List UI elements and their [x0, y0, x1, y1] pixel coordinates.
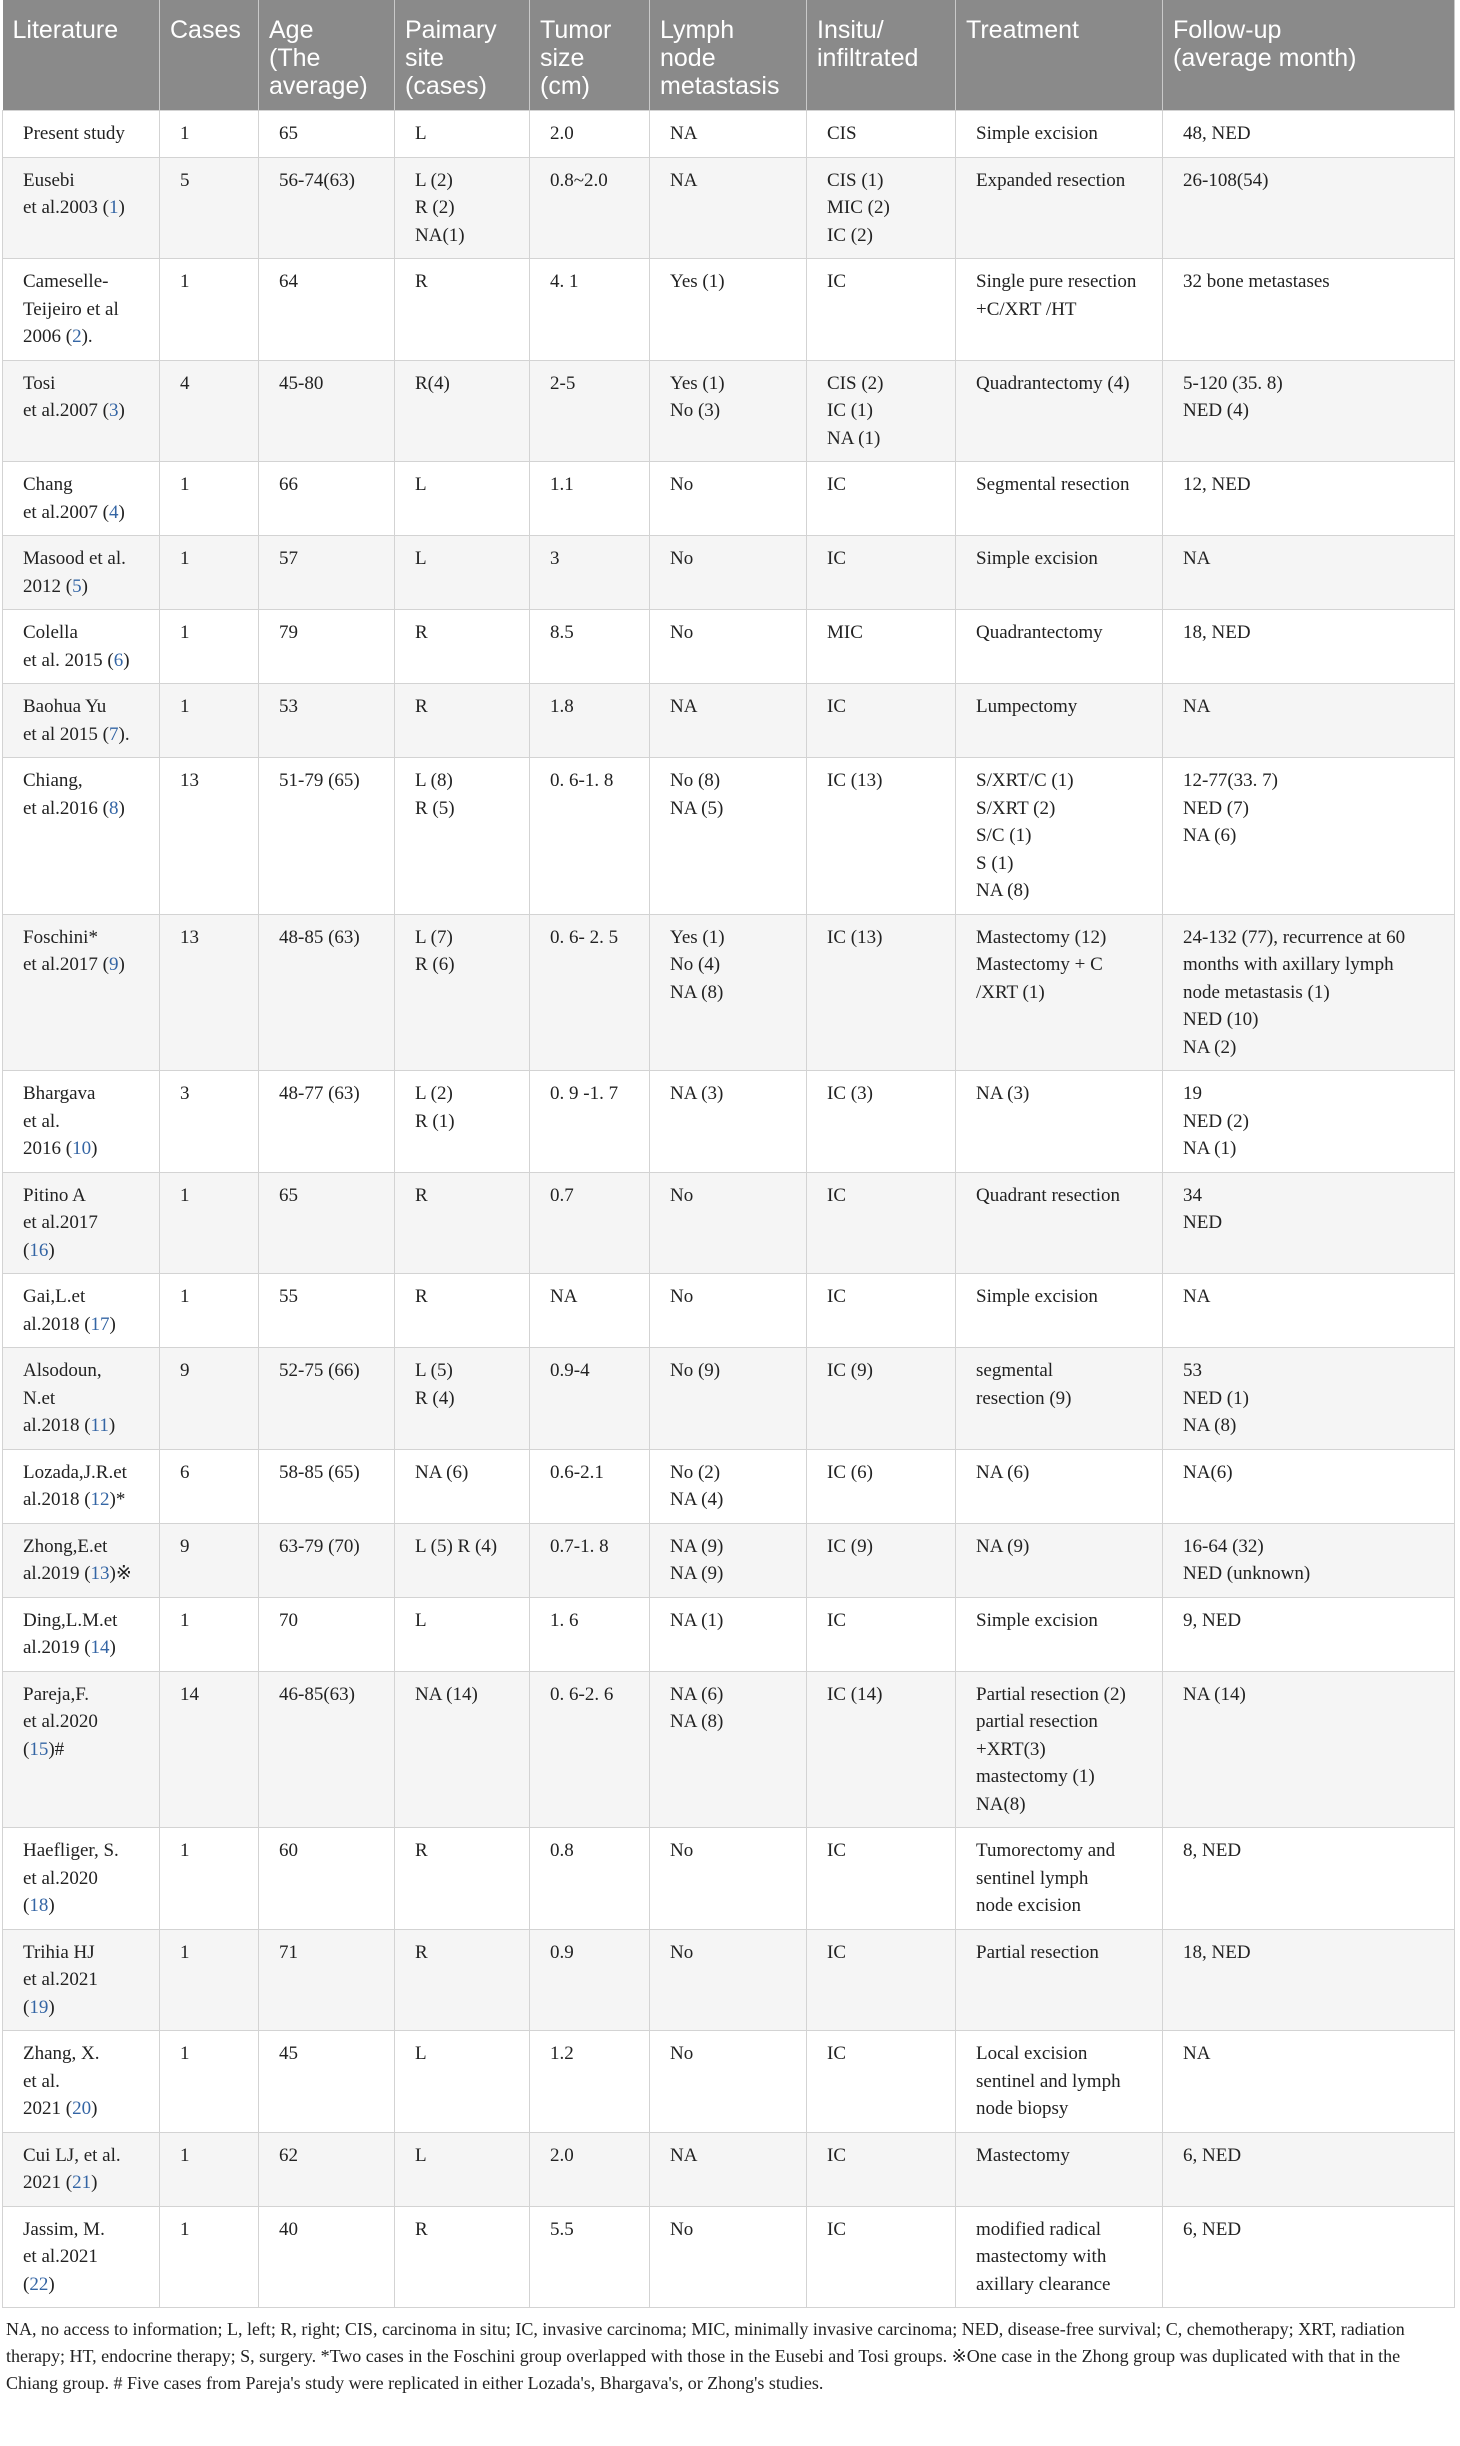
treatment-cell: Lumpectomy: [956, 684, 1163, 758]
insitu-cell: IC (6): [807, 1449, 956, 1523]
cases-cell: 1: [160, 1172, 259, 1274]
insitu-cell: IC: [807, 1274, 956, 1348]
lymph-cell: No: [650, 610, 807, 684]
age-cell: 45: [259, 2031, 395, 2133]
reference-link[interactable]: 3: [109, 400, 119, 421]
tumor-size-cell: NA: [530, 1274, 650, 1348]
reference-link[interactable]: 2: [72, 326, 82, 347]
insitu-cell: IC: [807, 536, 956, 610]
follow-up-cell: 6, NED: [1163, 2132, 1455, 2206]
table-row: [3, 2031, 1455, 2133]
follow-up-cell: NA(6): [1163, 1449, 1455, 1523]
column-header-cases: Cases: [160, 0, 259, 111]
tumor-size-cell: 0. 6-1. 8: [530, 758, 650, 915]
age-cell: 65: [259, 111, 395, 158]
cases-cell: 1: [160, 1274, 259, 1348]
tumor-size-cell: 0.8~2.0: [530, 157, 650, 259]
age-cell: 60: [259, 1828, 395, 1930]
follow-up-cell: NA: [1163, 536, 1455, 610]
literature-line: et al.2007 (3): [23, 400, 125, 421]
reference-link[interactable]: 7: [109, 723, 119, 745]
table-row: [3, 1929, 1455, 2031]
reference-link[interactable]: 19: [29, 1996, 49, 2018]
column-header-insitu: Insitu/ infiltrated: [807, 0, 956, 111]
lymph-cell: NA (6) NA (8): [650, 1671, 807, 1828]
column-header-site: Paimary site (cases): [395, 0, 530, 111]
treatment-cell: Partial resection (2) partial resection +XRT(3) mastectomy (1) NA(8): [956, 1671, 1163, 1828]
treatment-cell: Mastectomy: [956, 2132, 1163, 2206]
lymph-cell: NA (1): [650, 1597, 807, 1671]
lymph-cell: No: [650, 1929, 807, 2031]
tumor-size-cell: 0.8: [530, 1828, 650, 1930]
literature-cell: Baohua Yu et al 2015 (7).: [3, 684, 160, 758]
reference-link[interactable]: 6: [113, 649, 124, 671]
age-cell: 65: [259, 1172, 395, 1274]
cases-cell: 1: [160, 684, 259, 758]
column-header-lymph-node: Lymph node metastasis: [650, 0, 807, 111]
table-header-row: [3, 0, 1455, 111]
age-cell: 57: [259, 536, 395, 610]
table-row: [3, 1348, 1455, 1450]
treatment-cell: Quadrantectomy (4): [956, 360, 1163, 462]
tumor-size-cell: 2.0: [530, 111, 650, 158]
column-header-literature: Literature: [3, 0, 160, 111]
follow-up-cell: 12, NED: [1163, 462, 1455, 536]
age-cell: 45-80: [259, 360, 395, 462]
reference-link[interactable]: 20: [72, 2098, 92, 2119]
site-cell: L (7) R (6): [395, 914, 530, 1071]
literature-line: 2021 (21): [23, 2172, 98, 2193]
table-row: [3, 1597, 1455, 1671]
table-row: [3, 157, 1455, 259]
insitu-cell: CIS (1) MIC (2) IC (2): [807, 157, 956, 259]
follow-up-cell: 8, NED: [1163, 1828, 1455, 1930]
literature-cell: Cui LJ, et al. 2021 (21): [3, 2132, 160, 2206]
literature-line: (19): [23, 1996, 55, 2018]
age-cell: 46-85(63): [259, 1671, 395, 1828]
insitu-cell: CIS: [807, 111, 956, 158]
table-body: [3, 111, 1455, 2308]
site-cell: L: [395, 536, 530, 610]
age-cell: 71: [259, 1929, 395, 2031]
literature-line: et al 2015 (7).: [23, 723, 130, 745]
cases-cell: 1: [160, 111, 259, 158]
site-cell: L (5) R (4): [395, 1523, 530, 1597]
literature-line: 2016 (10): [23, 1138, 98, 1159]
age-cell: 66: [259, 462, 395, 536]
reference-link[interactable]: 18: [29, 1895, 49, 1916]
tumor-size-cell: 0. 9 -1. 7: [530, 1071, 650, 1173]
treatment-cell: segmental resection (9): [956, 1348, 1163, 1450]
insitu-cell: IC: [807, 2031, 956, 2133]
table-row: [3, 1828, 1455, 1930]
cases-cell: 14: [160, 1671, 259, 1828]
reference-link[interactable]: 15: [29, 1738, 49, 1760]
lymph-cell: NA: [650, 157, 807, 259]
reference-link[interactable]: 12: [90, 1489, 110, 1510]
insitu-cell: IC (9): [807, 1523, 956, 1597]
age-cell: 55: [259, 1274, 395, 1348]
site-cell: L: [395, 111, 530, 158]
insitu-cell: CIS (2) IC (1) NA (1): [807, 360, 956, 462]
lymph-cell: NA: [650, 2132, 807, 2206]
follow-up-cell: 26-108(54): [1163, 157, 1455, 259]
insitu-cell: MIC: [807, 610, 956, 684]
site-cell: R: [395, 610, 530, 684]
age-cell: 48-77 (63): [259, 1071, 395, 1173]
treatment-cell: Tumorectomy and sentinel lymph node excision: [956, 1828, 1163, 1930]
treatment-cell: Mastectomy (12) Mastectomy + C /XRT (1): [956, 914, 1163, 1071]
site-cell: L: [395, 1597, 530, 1671]
site-cell: R: [395, 1172, 530, 1274]
literature-line: al.2018 (11): [23, 1415, 116, 1436]
treatment-cell: Segmental resection: [956, 462, 1163, 536]
table-row: [3, 758, 1455, 915]
table-row: [3, 1172, 1455, 1274]
literature-cell: Colella et al. 2015 (6): [3, 610, 160, 684]
site-cell: L (8) R (5): [395, 758, 530, 915]
reference-link[interactable]: 16: [29, 1239, 49, 1261]
table-row: [3, 1449, 1455, 1523]
literature-cell: Zhang, X. et al. 2021 (20): [3, 2031, 160, 2133]
site-cell: NA (14): [395, 1671, 530, 1828]
cases-cell: 1: [160, 536, 259, 610]
insitu-cell: IC (13): [807, 758, 956, 915]
treatment-cell: Single pure resection +C/XRT /HT: [956, 259, 1163, 361]
reference-link[interactable]: 11: [90, 1415, 109, 1436]
lymph-cell: No: [650, 536, 807, 610]
table-row: [3, 111, 1455, 158]
table-row: [3, 684, 1455, 758]
literature-cell: Pitino A et al.2017 (16): [3, 1172, 160, 1274]
follow-up-cell: 24-132 (77), recurrence at 60 months with axillary lymph node metastasis (1) NED (10) NA (2): [1163, 914, 1455, 1071]
literature-line: al.2018 (12)*: [23, 1489, 126, 1510]
insitu-cell: IC: [807, 1828, 956, 1930]
age-cell: 64: [259, 259, 395, 361]
follow-up-cell: 18, NED: [1163, 610, 1455, 684]
literature-cell: Cameselle- Teijeiro et al 2006 (2).: [3, 259, 160, 361]
literature-cell: Jassim, M. et al.2021 (22): [3, 2206, 160, 2308]
literature-line: al.2019 (13)※: [23, 1563, 132, 1584]
insitu-cell: IC: [807, 462, 956, 536]
cases-cell: 1: [160, 610, 259, 684]
table-row: [3, 1671, 1455, 1828]
insitu-cell: IC: [807, 2132, 956, 2206]
treatment-cell: Partial resection: [956, 1929, 1163, 2031]
tumor-size-cell: 8.5: [530, 610, 650, 684]
site-cell: R: [395, 2206, 530, 2308]
table-row: [3, 914, 1455, 1071]
treatment-cell: Simple excision: [956, 1597, 1163, 1671]
column-header-tumor-size: Tumor size (cm): [530, 0, 650, 111]
age-cell: 58-85 (65): [259, 1449, 395, 1523]
literature-line: et al.2016 (8): [23, 797, 125, 819]
literature-line: et al.2007 (4): [23, 501, 125, 523]
literature-table: [2, 0, 1455, 2308]
insitu-cell: IC (9): [807, 1348, 956, 1450]
literature-line: 2021 (20): [23, 2098, 98, 2119]
age-cell: 40: [259, 2206, 395, 2308]
treatment-cell: Expanded resection: [956, 157, 1163, 259]
insitu-cell: IC (14): [807, 1671, 956, 1828]
follow-up-cell: 12-77(33. 7) NED (7) NA (6): [1163, 758, 1455, 915]
tumor-size-cell: 2-5: [530, 360, 650, 462]
follow-up-cell: 9, NED: [1163, 1597, 1455, 1671]
literature-cell: Eusebi et al.2003 (1): [3, 157, 160, 259]
literature-cell: Lozada,J.R.et al.2018 (12)*: [3, 1449, 160, 1523]
literature-cell: Zhong,E.et al.2019 (13)※: [3, 1523, 160, 1597]
site-cell: L (2) R (1): [395, 1071, 530, 1173]
tumor-size-cell: 3: [530, 536, 650, 610]
literature-cell: Chang et al.2007 (4): [3, 462, 160, 536]
cases-cell: 4: [160, 360, 259, 462]
lymph-cell: No: [650, 2206, 807, 2308]
cases-cell: 5: [160, 157, 259, 259]
column-header-treatment: Treatment: [956, 0, 1163, 111]
literature-cell: Gai,L.et al.2018 (17): [3, 1274, 160, 1348]
lymph-cell: Yes (1): [650, 259, 807, 361]
tumor-size-cell: 0.6-2.1: [530, 1449, 650, 1523]
lymph-cell: NA (3): [650, 1071, 807, 1173]
treatment-cell: Simple excision: [956, 111, 1163, 158]
literature-cell: Chiang, et al.2016 (8): [3, 758, 160, 915]
table-row: [3, 360, 1455, 462]
cases-cell: 3: [160, 1071, 259, 1173]
literature-cell: Pareja,F. et al.2020 (15)#: [3, 1671, 160, 1828]
reference-link[interactable]: 22: [29, 2273, 49, 2295]
treatment-cell: Simple excision: [956, 1274, 1163, 1348]
age-cell: 52-75 (66): [259, 1348, 395, 1450]
site-cell: R(4): [395, 360, 530, 462]
table-row: [3, 1523, 1455, 1597]
tumor-size-cell: 2.0: [530, 2132, 650, 2206]
insitu-cell: IC: [807, 2206, 956, 2308]
cases-cell: 1: [160, 2132, 259, 2206]
cases-cell: 13: [160, 758, 259, 915]
reference-link[interactable]: 21: [72, 2172, 92, 2193]
table-row: [3, 1274, 1455, 1348]
lymph-cell: No (8) NA (5): [650, 758, 807, 915]
insitu-cell: IC: [807, 259, 956, 361]
follow-up-cell: 5-120 (35. 8) NED (4): [1163, 360, 1455, 462]
literature-line: al.2018 (17): [23, 1313, 116, 1335]
site-cell: L: [395, 462, 530, 536]
lymph-cell: No: [650, 1274, 807, 1348]
follow-up-cell: 6, NED: [1163, 2206, 1455, 2308]
follow-up-cell: 48, NED: [1163, 111, 1455, 158]
reference-link[interactable]: 5: [72, 575, 82, 597]
cases-cell: 1: [160, 259, 259, 361]
literature-line: et al.2003 (1): [23, 197, 125, 218]
lymph-cell: No (2) NA (4): [650, 1449, 807, 1523]
cases-cell: 6: [160, 1449, 259, 1523]
follow-up-cell: 18, NED: [1163, 1929, 1455, 2031]
literature-cell: Trihia HJ et al.2021 (19): [3, 1929, 160, 2031]
tumor-size-cell: 0.9-4: [530, 1348, 650, 1450]
literature-cell: Present study: [3, 111, 160, 158]
treatment-cell: Quadrantectomy: [956, 610, 1163, 684]
age-cell: 63-79 (70): [259, 1523, 395, 1597]
reference-link[interactable]: 10: [72, 1138, 92, 1159]
cases-cell: 1: [160, 462, 259, 536]
literature-cell: Masood et al. 2012 (5): [3, 536, 160, 610]
age-cell: 70: [259, 1597, 395, 1671]
age-cell: 56-74(63): [259, 157, 395, 259]
follow-up-cell: 53 NED (1) NA (8): [1163, 1348, 1455, 1450]
literature-line: 2006 (2).: [23, 326, 93, 347]
literature-cell: Tosi et al.2007 (3): [3, 360, 160, 462]
table-row: [3, 536, 1455, 610]
site-cell: L: [395, 2132, 530, 2206]
age-cell: 48-85 (63): [259, 914, 395, 1071]
follow-up-cell: 34 NED: [1163, 1172, 1455, 1274]
site-cell: L: [395, 2031, 530, 2133]
treatment-cell: Simple excision: [956, 536, 1163, 610]
tumor-size-cell: 1.1: [530, 462, 650, 536]
insitu-cell: IC: [807, 1597, 956, 1671]
lymph-cell: Yes (1) No (4) NA (8): [650, 914, 807, 1071]
site-cell: L (5) R (4): [395, 1348, 530, 1450]
site-cell: R: [395, 1828, 530, 1930]
follow-up-cell: NA (14): [1163, 1671, 1455, 1828]
follow-up-cell: 32 bone metastases: [1163, 259, 1455, 361]
follow-up-cell: NA: [1163, 1274, 1455, 1348]
follow-up-cell: NA: [1163, 2031, 1455, 2133]
column-header-follow-up: Follow-up (average month): [1163, 0, 1455, 111]
tumor-size-cell: 4. 1: [530, 259, 650, 361]
cases-cell: 9: [160, 1348, 259, 1450]
treatment-cell: NA (9): [956, 1523, 1163, 1597]
lymph-cell: No: [650, 2031, 807, 2133]
literature-cell: Bhargava et al. 2016 (10): [3, 1071, 160, 1173]
tumor-size-cell: 1.2: [530, 2031, 650, 2133]
site-cell: R: [395, 684, 530, 758]
literature-line: 2012 (5): [23, 575, 88, 597]
follow-up-cell: 16-64 (32) NED (unknown): [1163, 1523, 1455, 1597]
cases-cell: 9: [160, 1523, 259, 1597]
treatment-cell: S/XRT/C (1) S/XRT (2) S/C (1) S (1) NA (8): [956, 758, 1163, 915]
literature-line: (18): [23, 1895, 55, 1916]
table-row: [3, 462, 1455, 536]
age-cell: 79: [259, 610, 395, 684]
tumor-size-cell: 5.5: [530, 2206, 650, 2308]
tumor-size-cell: 1. 6: [530, 1597, 650, 1671]
follow-up-cell: NA: [1163, 684, 1455, 758]
reference-link[interactable]: 17: [90, 1313, 110, 1335]
lymph-cell: NA: [650, 684, 807, 758]
table-row: [3, 2206, 1455, 2308]
lymph-cell: Yes (1) No (3): [650, 360, 807, 462]
reference-link[interactable]: 1: [109, 197, 119, 218]
site-cell: R: [395, 259, 530, 361]
table-row: [3, 2132, 1455, 2206]
insitu-cell: IC: [807, 1929, 956, 2031]
insitu-cell: IC: [807, 1172, 956, 1274]
table-row: [3, 1071, 1455, 1173]
literature-cell: Haefliger, S. et al.2020 (18): [3, 1828, 160, 1930]
insitu-cell: IC (3): [807, 1071, 956, 1173]
age-cell: 51-79 (65): [259, 758, 395, 915]
table-footnote: NA, no access to information; L, left; R, right; CIS, carcinoma in situ; IC, invasive carcinoma; MIC, minimally invasive carcinoma; NED, disease-free survival; C, chemotherapy; XRT, radiation therapy; HT, endocrine therapy; S, surgery. *Two cases in the Foschini group overlapped with those in the Eusebi and Tosi groups. ※One case in the Zhong group was duplicated with that in the Chiang group. # Five cases from Pareja's study were replicated in either Lozada's, Bhargava's, or Zhong's studies.: [6, 2319, 1405, 2393]
tumor-size-cell: 0.9: [530, 1929, 650, 2031]
reference-link[interactable]: 4: [109, 501, 119, 523]
reference-link[interactable]: 14: [90, 1637, 110, 1658]
literature-cell: Alsodoun, N.et al.2018 (11): [3, 1348, 160, 1450]
cases-cell: 1: [160, 1929, 259, 2031]
lymph-cell: NA: [650, 111, 807, 158]
lymph-cell: No (9): [650, 1348, 807, 1450]
literature-line: al.2019 (14): [23, 1637, 116, 1658]
treatment-cell: NA (3): [956, 1071, 1163, 1173]
literature-line: (16): [23, 1239, 55, 1261]
tumor-size-cell: 1.8: [530, 684, 650, 758]
reference-link[interactable]: 9: [109, 954, 119, 975]
lymph-cell: NA (9) NA (9): [650, 1523, 807, 1597]
site-cell: R: [395, 1929, 530, 2031]
lymph-cell: No: [650, 1172, 807, 1274]
follow-up-cell: 19 NED (2) NA (1): [1163, 1071, 1455, 1173]
site-cell: L (2) R (2) NA(1): [395, 157, 530, 259]
literature-cell: Foschini* et al.2017 (9): [3, 914, 160, 1071]
site-cell: NA (6): [395, 1449, 530, 1523]
age-cell: 62: [259, 2132, 395, 2206]
literature-line: (15)#: [23, 1738, 65, 1760]
treatment-cell: modified radical mastectomy with axillary clearance: [956, 2206, 1163, 2308]
treatment-cell: Local excision sentinel and lymph node biopsy: [956, 2031, 1163, 2133]
reference-link[interactable]: 13: [90, 1563, 110, 1584]
site-cell: R: [395, 1274, 530, 1348]
treatment-cell: NA (6): [956, 1449, 1163, 1523]
age-cell: 53: [259, 684, 395, 758]
literature-line: et al.2017 (9): [23, 954, 125, 975]
cases-cell: 1: [160, 1597, 259, 1671]
lymph-cell: No: [650, 1828, 807, 1930]
tumor-size-cell: 0.7-1. 8: [530, 1523, 650, 1597]
cases-cell: 1: [160, 1828, 259, 1930]
cases-cell: 13: [160, 914, 259, 1071]
cases-cell: 1: [160, 2206, 259, 2308]
reference-link[interactable]: 8: [109, 797, 119, 819]
column-header-age: Age (The average): [259, 0, 395, 111]
tumor-size-cell: 0. 6-2. 6: [530, 1671, 650, 1828]
literature-line: et al. 2015 (6): [23, 649, 130, 671]
cases-cell: 1: [160, 2031, 259, 2133]
insitu-cell: IC: [807, 684, 956, 758]
insitu-cell: IC (13): [807, 914, 956, 1071]
tumor-size-cell: 0.7: [530, 1172, 650, 1274]
literature-cell: Ding,L.M.et al.2019 (14): [3, 1597, 160, 1671]
treatment-cell: Quadrant resection: [956, 1172, 1163, 1274]
table-row: [3, 610, 1455, 684]
table-row: [3, 259, 1455, 361]
tumor-size-cell: 0. 6- 2. 5: [530, 914, 650, 1071]
literature-line: (22): [23, 2273, 55, 2295]
lymph-cell: No: [650, 462, 807, 536]
